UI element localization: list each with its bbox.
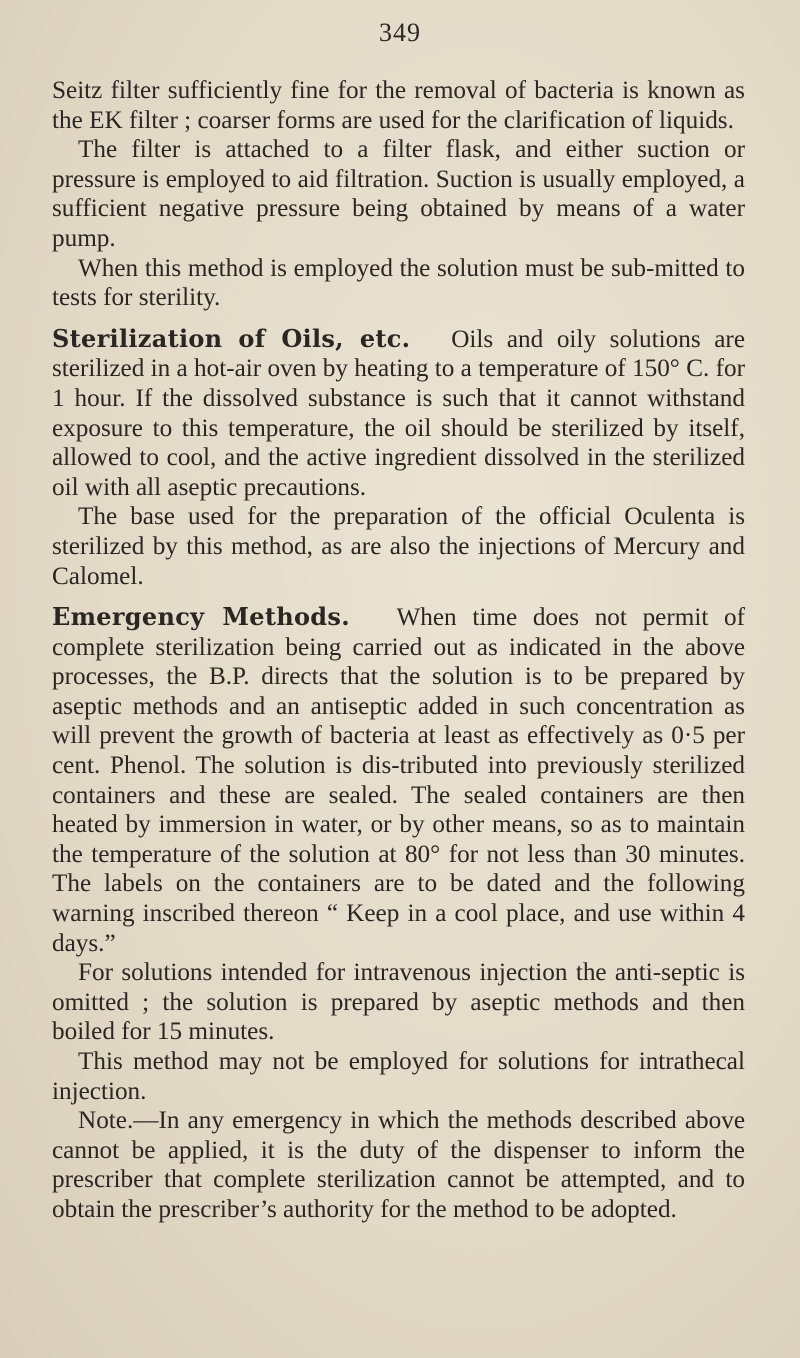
section-heading: Sterilization of Oils, etc. [52,323,411,353]
section-paragraph-emergency [52,602,745,958]
section-text: Oils and oily solutions are sterilized in a hot-air oven by heating to a temperature of 150° C. for 1 hour. If the dissolved substance is such that it cannot withstand exposure to this temperature, the oil should be sterilized by itself, allowed to cool, and the active ingredient dissolved in the sterilized oil with all aseptic precautions. [52,325,745,501]
paragraph: Seitz filter sufficiently fine for the removal of bacteria is known as the EK filter ; coarser forms are used for the clarification of liquids. [52,77,745,134]
section-heading: Emergency Methods. [52,602,350,632]
paragraph: When this method is employed the solution must be sub-mitted to tests for sterility. [52,254,745,312]
section-paragraph-oils [52,324,745,503]
section-text: When time does not permit of complete sterilization being carried out as indicated in the above processes, the B.P. directs that the solution is to be prepared by aseptic methods and an antiseptic added in such concentration as will prevent the growth of bacteria at least as effectively as 0·5 per cent. Phenol. The solution is dis-tributed into previously sterilized containers and these are sealed. The sealed containers are then heated by immersion in water, or by other means, so as to maintain the temperature of the solution at 80° for not less than 30 minutes. The labels on the containers are to be dated and the following warning inscribed thereon “ Keep in a cool place, and use within 4 days.” [52,604,746,957]
page-number: 349 [379,18,421,47]
paragraph: This method may not be employed for solutions for intrathecal injection. [52,1048,745,1105]
note-paragraph: Note.—In any emergency in which the methods described above cannot be applied, it is the duty of the dispenser to inform the prescriber that complete sterilization cannot be attempted, and to obtain the prescriber’s authority for the method to be adopted. [52,1107,745,1223]
paragraph: The base used for the preparation of the official Oculenta is sterilized by this method, as are also the injections of Mercury and Calomel. [52,503,745,590]
paragraph: The filter is attached to a filter flask, and either suction or pressure is employed to aid filtration. Suction is usually employed, a sufficient negative pressure being obtained by means of a water pump. [52,136,745,252]
page-body [52,76,745,1225]
paragraph: For solutions intended for intravenous injection the anti-septic is omitted ; the solution is prepared by aseptic methods and then boiled for 15 minutes. [52,959,745,1046]
